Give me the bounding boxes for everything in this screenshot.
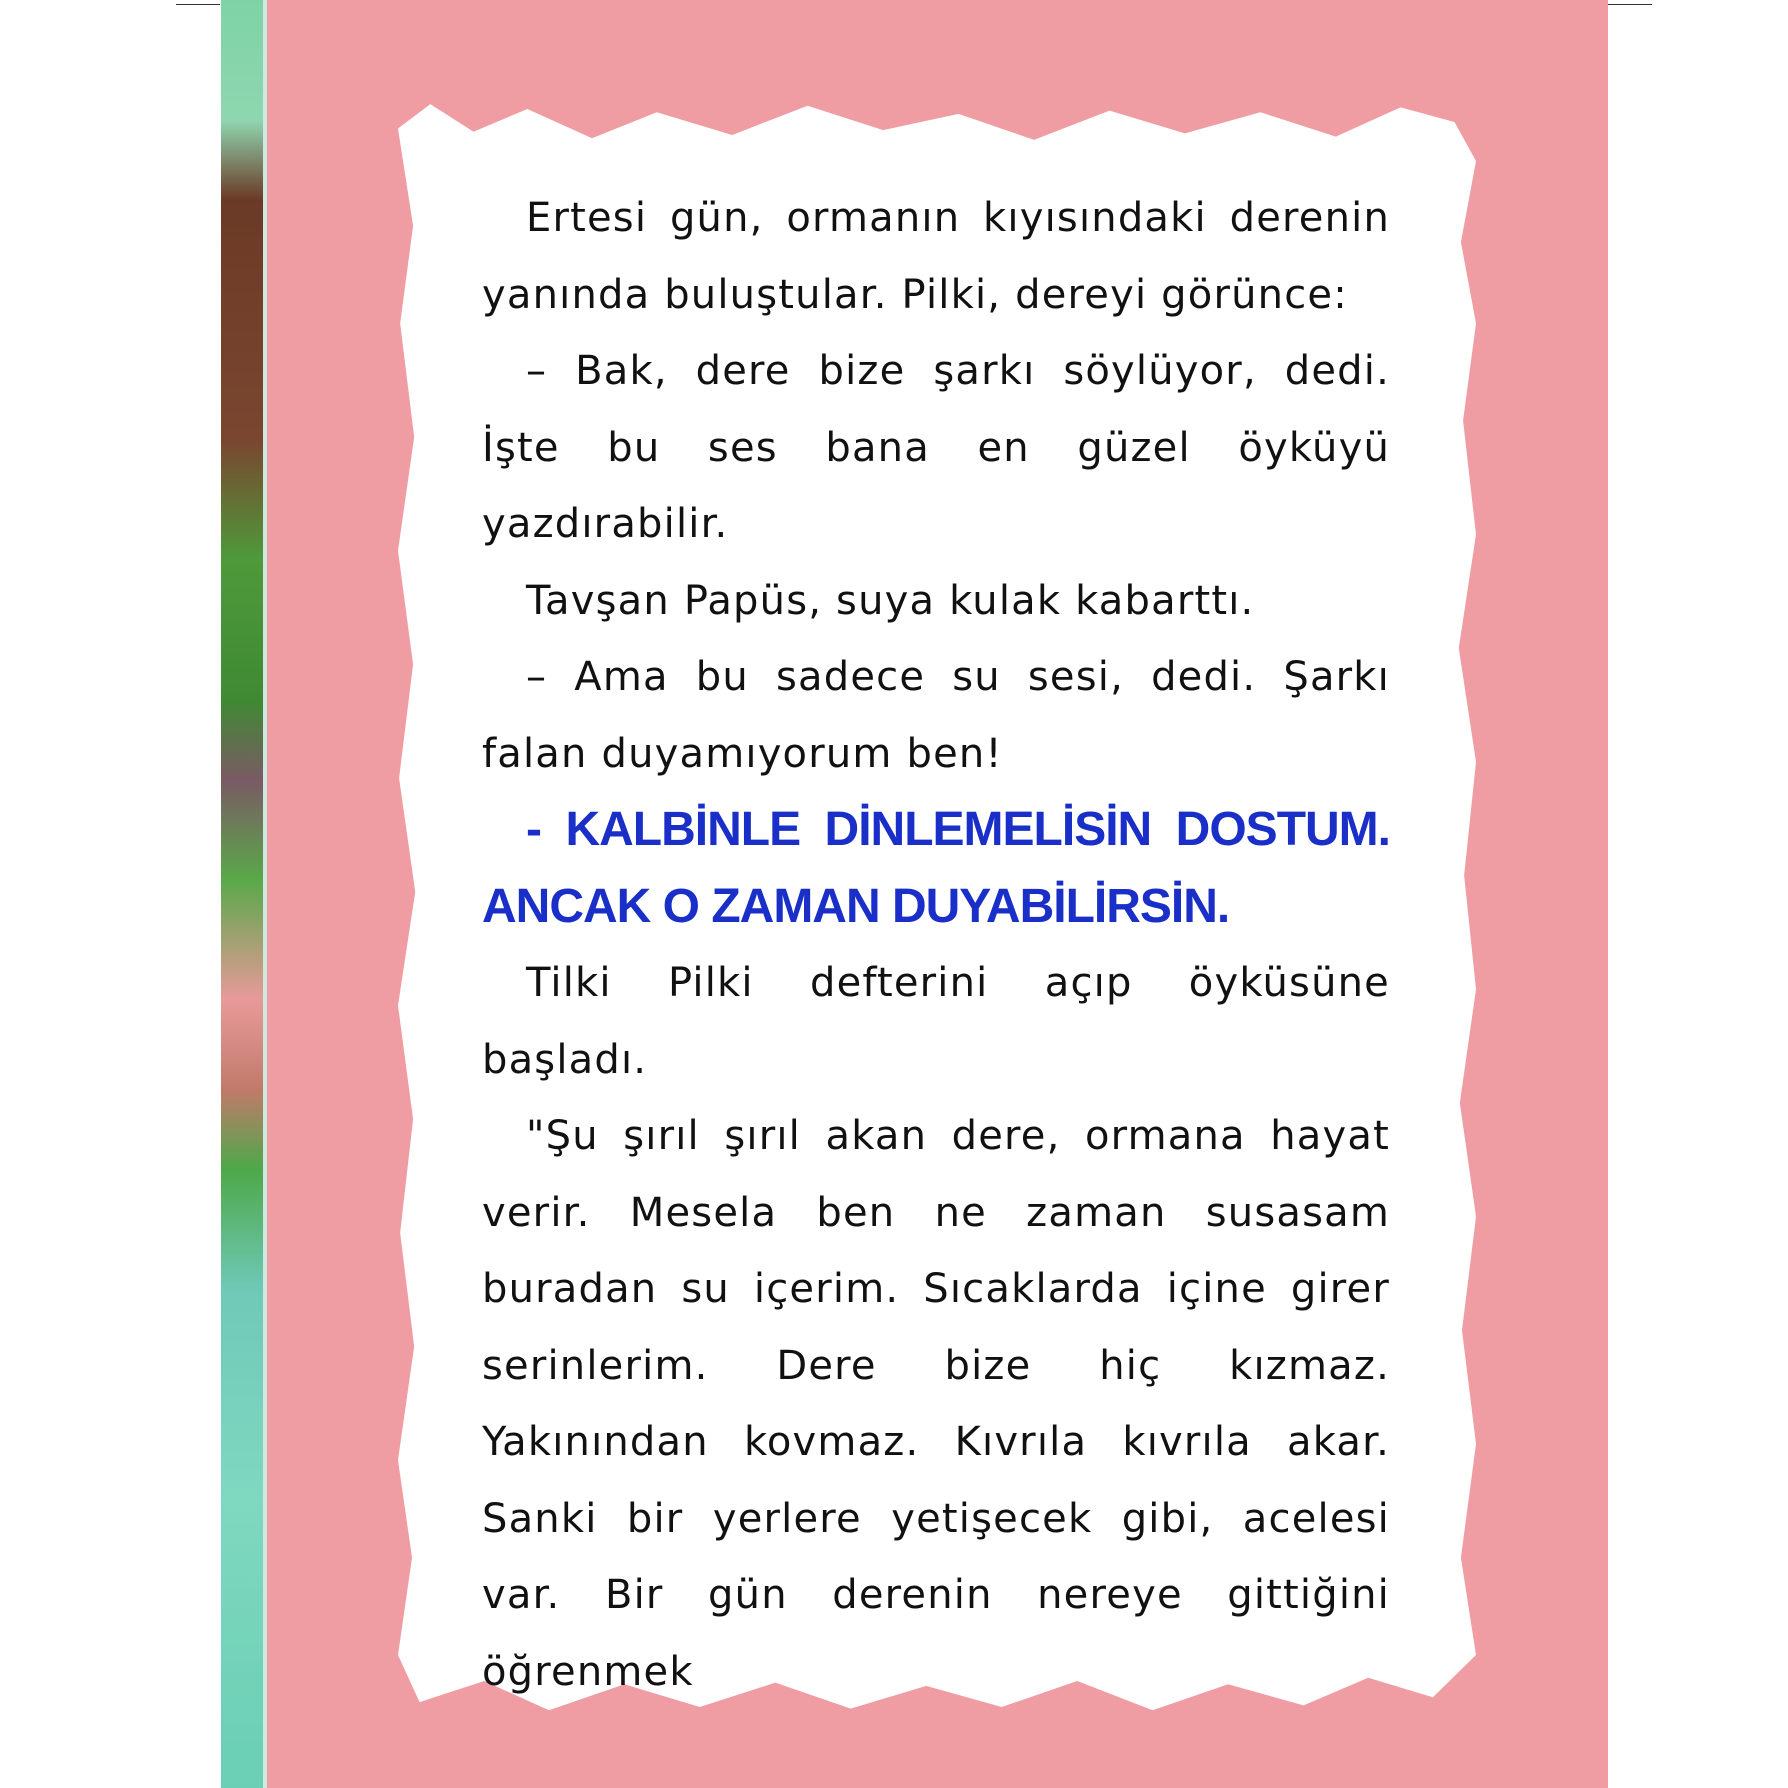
facing-page-illustration [221,0,265,1788]
emphasized-paragraph: - KALBİNLE DİNLEMELİSİN DOSTUM. ANCAK O ZAMAN DUYABİLİRSİN. [482,803,1390,933]
paragraph: Tilki Pilki defterini açıp öyküsüne başladı. [482,960,1390,1083]
crop-mark-right [1608,4,1652,5]
paragraph: "Şu şırıl şırıl akan dere, ormana hayat verir. Mesela ben ne zaman susasam buradan su içerim. Sıcaklarda içine girer serinlerim. Dere bize hiç kızmaz. Yakınından kovmaz. Kıvrıla kıvrıla akar. Sanki bir yerlere yetişecek gibi, acelesi var. Bir gün derenin nereye gittiğini öğrenmek [482,1113,1390,1695]
story-text [482,180,1390,1710]
paragraph: Ertesi gün, ormanın kıyısındaki derenin yanında buluştular. Pilki, dereyi görünce: [482,195,1390,318]
paragraph: Tavşan Papüs, suya kulak kabarttı. [526,577,1255,624]
paragraph: – Ama bu sadece su sesi, dedi. Şarkı falan duyamıyorum ben! [482,654,1390,777]
crop-mark-left [176,4,220,5]
paragraph: – Bak, dere bize şarkı söylüyor, dedi. İşte bu ses bana en güzel öyküyü yazdırabilir. [482,348,1390,547]
